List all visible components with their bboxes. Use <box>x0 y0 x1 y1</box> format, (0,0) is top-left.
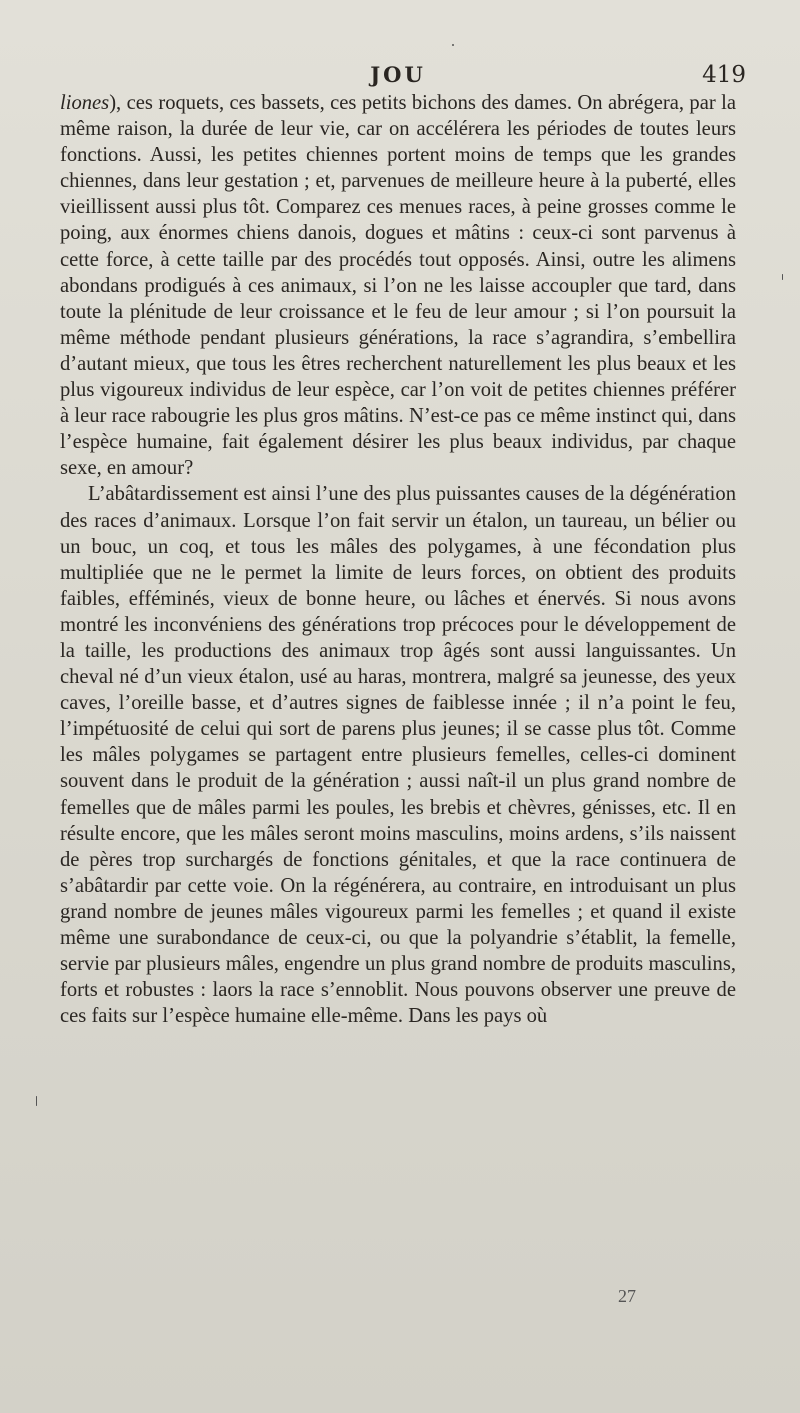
ink-speck <box>36 1096 37 1106</box>
running-head: JOU <box>370 62 426 87</box>
signature-mark: 27 <box>618 1286 636 1306</box>
paragraph-1-text: ), ces roquets, ces bassets, ces petits bichons des dames. On abrégera, par la même raison, la durée de leur vie, car on accélérera les périodes de toutes leurs fonctions. Aussi, les petites chiennes portent moins de temps que les grandes chiennes, dans leur gestation ; et, parvenues de meilleure heure à la puberté, elles vieillissent aussi plus tôt. Comparez ces menues races, à peine grosses comme le poing, aux énormes chiens danois, dogues et mâtins : ceux-ci sont parvenus à cette force, à cette taille par des procédés tout opposés. Ainsi, outre les alimens abondans prodigués à ces animaux, si l’on ne les laisse accoupler que tard, dans toute la plénitude de leur croissance et le feu de leur amour ; si l’on poursuit la même méthode pendant plusieurs générations, la race s’agrandira, s’embellira d’autant mieux, que tous les êtres recherchent naturellement les plus beaux et les plus vigoureux individus de leur espèce, car l’on voit de petites chiennes préférer à leur race rabougrie les plus gros mâtins. N’est-ce pas ce même instinct qui, dans l’espèce humaine, fait également désirer les plus beaux individus, par chaque sexe, en amour? <box>60 92 736 480</box>
paragraph-2: L’abâtardissement est ainsi l’une des plus puissantes causes de la dégénération des races d’animaux. Lorsque l’on fait servir un étalon, un taureau, un bélier ou un bouc, un coq, et tous les mâles des polygames, à une fécondation plus multipliée que ne le permet la limite de leurs forces, on obtient des produits faibles, efféminés, vieux de bonne heure, ou lâches et énervés. Si nous avons montré les inconvéniens des générations trop précoces pour le développement de la taille, les productions des animaux trop âgés sont aussi languissantes. Un cheval né d’un vieux étalon, usé au haras, montrera, malgré sa jeunesse, des yeux caves, l’oreille basse, et d’autres signes de faiblesse innée ; il n’a point le feu, l’impétuosité de celui qui sort de parens plus jeunes; il se casse plus tôt. Comme les mâles polygames se partagent entre plusieurs femelles, celles-ci dominent souvent dans le produit de la génération ; aussi naît-il un plus grand nombre de femelles que de mâles parmi les poules, les brebis et chèvres, génisses, etc. Il en résulte encore, que les mâles seront moins masculins, moins ardens, s’ils naissent de pères trop surchargés de fonctions génitales, et que la race continuera de s’abâtardir par cette voie. On la régénérera, au contraire, en introduisant un plus grand nombre de jeunes mâles vigoureux parmi les femelles ; et quand il existe même une surabondance de ceux-ci, ou que la polyandrie s’établit, la femelle, servie par plusieurs mâles, engendre un plus grand nombre de produits masculins, forts et robustes : laors la race s’ennoblit. Nous pouvons observer une preuve de ces faits sur l’espèce humaine elle-même. Dans les pays où <box>60 483 736 1028</box>
italic-fragment: liones <box>60 92 110 114</box>
paragraph-1 <box>60 90 736 481</box>
ink-speck <box>782 274 783 280</box>
body-text <box>60 90 736 1029</box>
ink-speck <box>452 44 454 46</box>
page-number: 419 <box>702 62 746 88</box>
